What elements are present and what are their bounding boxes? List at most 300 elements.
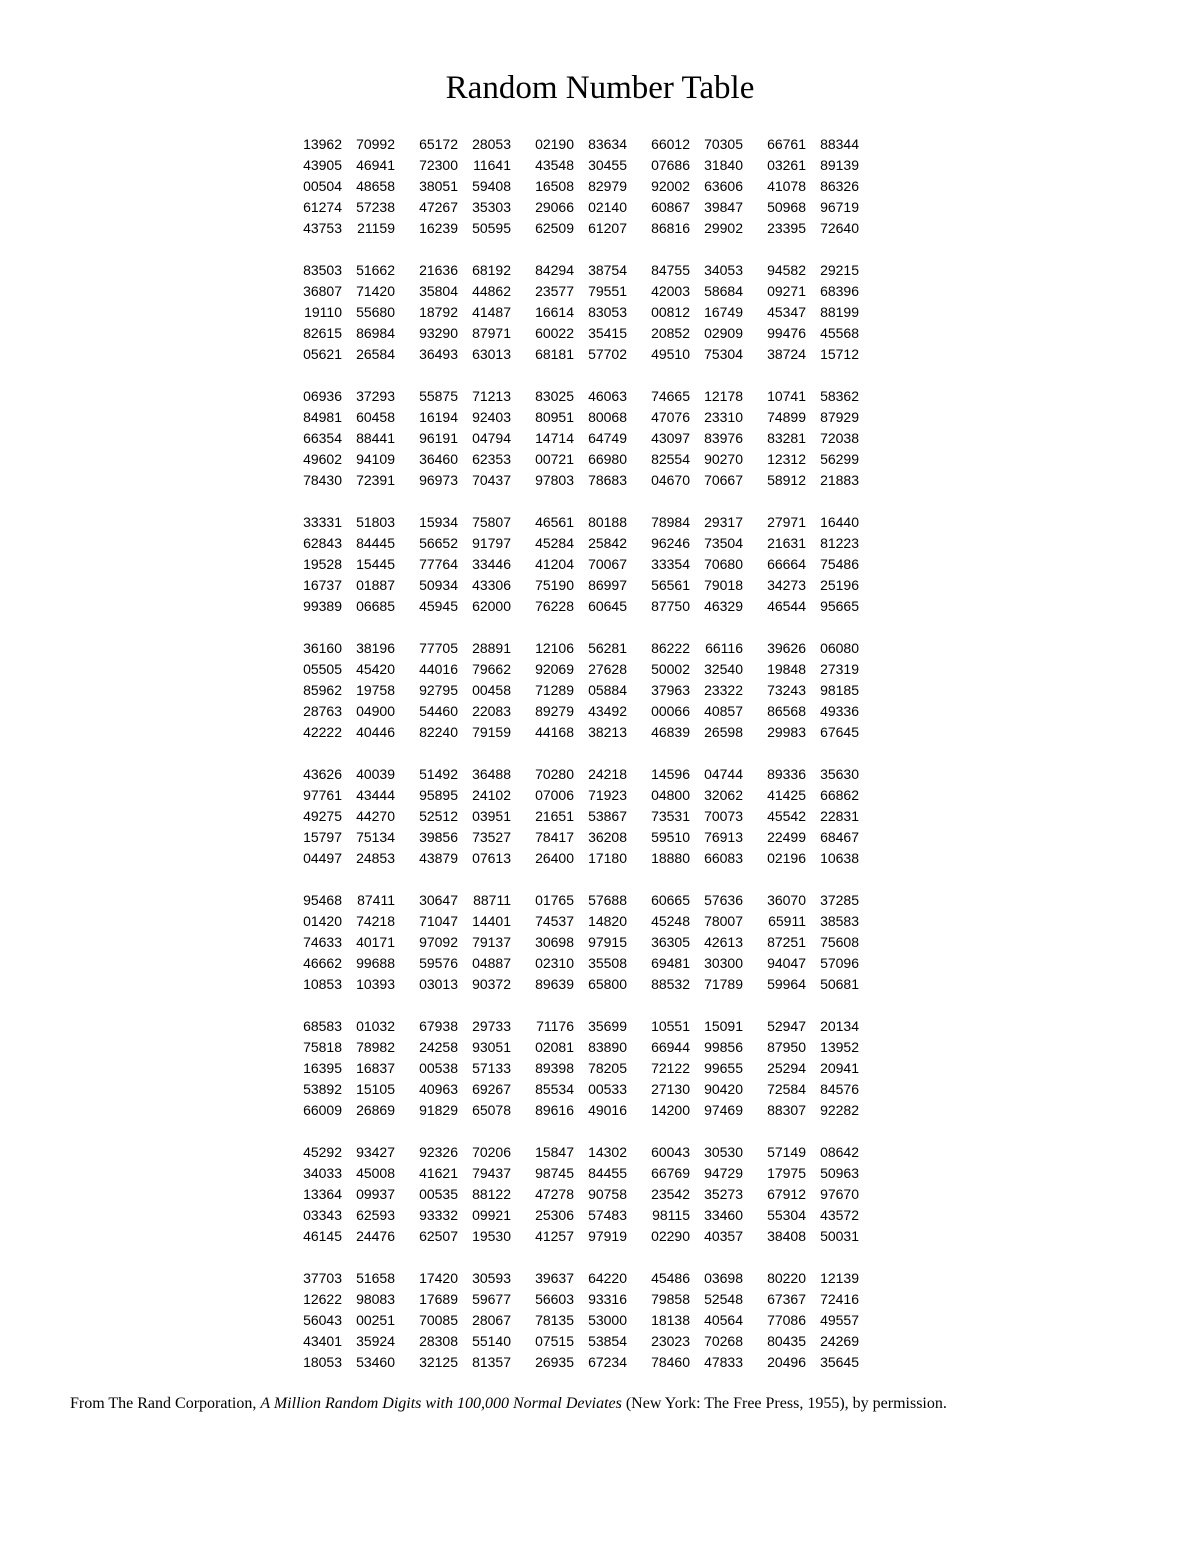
random-number-cell: 27130 xyxy=(651,1081,690,1097)
random-number-cell: 15105 xyxy=(356,1081,395,1097)
random-number-cell: 02196 xyxy=(767,850,806,866)
random-number-cell: 09921 xyxy=(472,1207,511,1223)
random-number-cell: 85962 xyxy=(303,682,342,698)
random-number-cell: 16440 xyxy=(820,514,859,530)
random-number-cell: 35645 xyxy=(820,1354,859,1370)
random-number-cell: 70680 xyxy=(704,556,743,572)
random-number-cell: 17975 xyxy=(767,1165,806,1181)
random-number-cell: 04900 xyxy=(356,703,395,719)
table-row xyxy=(292,575,859,596)
number-block xyxy=(292,1016,859,1121)
random-number-cell: 36070 xyxy=(767,892,806,908)
random-number-cell: 25196 xyxy=(820,577,859,593)
random-number-cell: 79159 xyxy=(472,724,511,740)
random-number-cell: 44168 xyxy=(535,724,574,740)
random-number-cell: 84445 xyxy=(356,535,395,551)
random-number-cell: 50934 xyxy=(419,577,458,593)
random-number-cell: 64220 xyxy=(588,1270,627,1286)
random-number-cell: 23542 xyxy=(651,1186,690,1202)
random-number-cell: 39637 xyxy=(535,1270,574,1286)
random-number-cell: 84294 xyxy=(535,262,574,278)
random-number-cell: 49510 xyxy=(651,346,690,362)
random-number-cell: 35303 xyxy=(472,199,511,215)
random-number-cell: 86984 xyxy=(356,325,395,341)
random-number-cell: 19848 xyxy=(767,661,806,677)
random-number-cell: 50963 xyxy=(820,1165,859,1181)
random-number-cell: 36493 xyxy=(419,346,458,362)
random-number-cell: 75486 xyxy=(820,556,859,572)
table-row xyxy=(292,512,859,533)
random-number-cell: 16508 xyxy=(535,178,574,194)
table-row xyxy=(292,260,859,281)
random-number-cell: 66009 xyxy=(303,1102,342,1118)
random-number-cell: 30530 xyxy=(704,1144,743,1160)
table-row xyxy=(292,848,859,869)
random-number-cell: 14401 xyxy=(472,913,511,929)
random-number-cell: 75304 xyxy=(704,346,743,362)
random-number-cell: 46329 xyxy=(704,598,743,614)
random-number-cell: 74537 xyxy=(535,913,574,929)
random-number-cell: 11641 xyxy=(473,157,511,173)
random-number-cell: 00533 xyxy=(588,1081,627,1097)
table-row xyxy=(292,428,859,449)
random-number-cell: 88532 xyxy=(651,976,690,992)
random-number-cell: 38754 xyxy=(588,262,627,278)
random-number-cell: 68396 xyxy=(820,283,859,299)
table-row xyxy=(292,680,859,701)
random-number-cell: 26869 xyxy=(356,1102,395,1118)
random-number-cell: 14302 xyxy=(588,1144,627,1160)
random-number-cell: 20852 xyxy=(651,325,690,341)
random-number-cell: 24218 xyxy=(588,766,627,782)
random-number-cell: 46839 xyxy=(651,724,690,740)
random-number-cell: 40564 xyxy=(704,1312,743,1328)
random-number-cell: 57702 xyxy=(588,346,627,362)
random-number-cell: 53000 xyxy=(588,1312,627,1328)
random-number-cell: 14820 xyxy=(588,913,627,929)
random-number-cell: 73531 xyxy=(651,808,690,824)
random-number-cell: 30647 xyxy=(419,892,458,908)
random-number-cell: 66769 xyxy=(651,1165,690,1181)
random-number-cell: 72584 xyxy=(767,1081,806,1097)
table-row xyxy=(292,785,859,806)
random-number-cell: 00721 xyxy=(535,451,574,467)
random-number-cell: 40446 xyxy=(356,724,395,740)
random-number-cell: 24269 xyxy=(820,1333,859,1349)
random-number-cell: 74633 xyxy=(303,934,342,950)
random-number-cell: 49602 xyxy=(303,451,342,467)
random-number-cell: 36305 xyxy=(651,934,690,950)
random-number-cell: 48658 xyxy=(356,178,395,194)
random-number-cell: 21883 xyxy=(820,472,859,488)
random-number-cell: 81223 xyxy=(820,535,859,551)
random-number-cell: 68583 xyxy=(303,1018,342,1034)
random-number-cell: 90372 xyxy=(472,976,511,992)
random-number-cell: 13962 xyxy=(303,136,342,152)
random-number-cell: 97761 xyxy=(303,787,342,803)
random-number-cell: 04800 xyxy=(651,787,690,803)
random-number-cell: 18138 xyxy=(651,1312,690,1328)
random-number-cell: 59576 xyxy=(419,955,458,971)
random-number-cell: 60043 xyxy=(651,1144,690,1160)
random-number-cell: 40039 xyxy=(356,766,395,782)
random-number-cell: 00066 xyxy=(651,703,690,719)
random-number-cell: 32125 xyxy=(419,1354,458,1370)
random-number-cell: 65078 xyxy=(472,1102,511,1118)
random-number-cell: 04794 xyxy=(472,430,511,446)
random-number-cell: 89139 xyxy=(820,157,859,173)
random-number-cell: 77764 xyxy=(419,556,458,572)
random-number-cell: 62593 xyxy=(356,1207,395,1223)
random-number-cell: 03951 xyxy=(472,808,511,824)
random-number-cell: 71420 xyxy=(356,283,395,299)
random-number-cell: 71289 xyxy=(535,682,574,698)
table-row xyxy=(292,449,859,470)
random-number-cell: 03013 xyxy=(419,976,458,992)
random-number-cell: 98185 xyxy=(820,682,859,698)
random-number-cell: 02290 xyxy=(651,1228,690,1244)
random-number-cell: 45292 xyxy=(303,1144,342,1160)
random-number-cell: 83503 xyxy=(303,262,342,278)
table-row xyxy=(292,659,859,680)
random-number-cell: 02909 xyxy=(704,325,743,341)
table-row xyxy=(292,218,859,239)
random-number-cell: 60665 xyxy=(651,892,690,908)
random-number-cell: 02140 xyxy=(588,199,627,215)
random-number-cell: 29317 xyxy=(704,514,743,530)
random-number-cell: 75190 xyxy=(535,577,574,593)
random-number-cell: 66354 xyxy=(303,430,342,446)
random-number-cell: 79858 xyxy=(651,1291,690,1307)
random-number-cell: 98745 xyxy=(535,1165,574,1181)
table-row xyxy=(292,806,859,827)
random-number-cell: 50968 xyxy=(767,199,806,215)
random-number-cell: 56299 xyxy=(820,451,859,467)
table-row xyxy=(292,197,859,218)
random-number-cell: 96246 xyxy=(651,535,690,551)
random-number-cell: 70667 xyxy=(704,472,743,488)
random-number-cell: 59510 xyxy=(651,829,690,845)
table-row xyxy=(292,533,859,554)
random-number-cell: 82615 xyxy=(303,325,342,341)
page-title: Random Number Table xyxy=(445,70,755,106)
number-block xyxy=(292,1142,859,1247)
random-number-cell: 95895 xyxy=(419,787,458,803)
random-number-cell: 01765 xyxy=(535,892,574,908)
random-number-cell: 45568 xyxy=(820,325,859,341)
random-number-cell: 70437 xyxy=(472,472,511,488)
random-number-cell: 29215 xyxy=(820,262,859,278)
random-number-cell: 58912 xyxy=(767,472,806,488)
random-number-cell: 93290 xyxy=(419,325,458,341)
random-number-cell: 56603 xyxy=(535,1291,574,1307)
random-number-cell: 87750 xyxy=(651,598,690,614)
random-number-cell: 72038 xyxy=(820,430,859,446)
random-number-cell: 14714 xyxy=(535,430,574,446)
random-number-cell: 50002 xyxy=(651,661,690,677)
random-number-cell: 02310 xyxy=(535,955,574,971)
random-number-cell: 71923 xyxy=(588,787,627,803)
random-number-cell: 26400 xyxy=(535,850,574,866)
table-row xyxy=(292,176,859,197)
random-number-cell: 51492 xyxy=(419,766,458,782)
random-number-cell: 45248 xyxy=(651,913,690,929)
random-number-cell: 10741 xyxy=(767,388,806,404)
random-number-cell: 76228 xyxy=(535,598,574,614)
random-number-cell: 70305 xyxy=(704,136,743,152)
random-number-cell: 07515 xyxy=(535,1333,574,1349)
random-number-cell: 62353 xyxy=(472,451,511,467)
random-number-cell: 45486 xyxy=(651,1270,690,1286)
random-number-cell: 41425 xyxy=(767,787,806,803)
random-number-cell: 87411 xyxy=(357,892,395,908)
random-number-cell: 35508 xyxy=(588,955,627,971)
random-number-cell: 77086 xyxy=(767,1312,806,1328)
random-number-cell: 47267 xyxy=(419,199,458,215)
random-number-cell: 07613 xyxy=(472,850,511,866)
random-number-cell: 99389 xyxy=(303,598,342,614)
random-number-cell: 29902 xyxy=(704,220,743,236)
random-number-cell: 75134 xyxy=(356,829,395,845)
random-number-cell: 92403 xyxy=(472,409,511,425)
random-number-cell: 39626 xyxy=(767,640,806,656)
random-number-cell: 62000 xyxy=(472,598,511,614)
random-number-cell: 84755 xyxy=(651,262,690,278)
random-number-cell: 35630 xyxy=(820,766,859,782)
random-number-cell: 99476 xyxy=(767,325,806,341)
random-number-cell: 62509 xyxy=(535,220,574,236)
random-number-cell: 54460 xyxy=(419,703,458,719)
random-number-cell: 71213 xyxy=(472,388,511,404)
random-number-cell: 23023 xyxy=(651,1333,690,1349)
table-row xyxy=(292,1163,859,1184)
random-number-cell: 77705 xyxy=(419,640,458,656)
random-number-cell: 43626 xyxy=(303,766,342,782)
random-number-cell: 86568 xyxy=(767,703,806,719)
citation-book-title: A Million Random Digits with 100,000 Normal Deviates xyxy=(260,1395,622,1412)
random-number-cell: 57688 xyxy=(588,892,627,908)
random-number-cell: 72300 xyxy=(419,157,458,173)
random-number-cell: 41078 xyxy=(767,178,806,194)
random-number-cell: 64749 xyxy=(588,430,627,446)
random-number-cell: 79437 xyxy=(472,1165,511,1181)
random-number-cell: 35924 xyxy=(356,1333,395,1349)
random-number-cell: 45284 xyxy=(535,535,574,551)
random-number-cell: 24258 xyxy=(419,1039,458,1055)
random-number-cell: 86222 xyxy=(651,640,690,656)
random-number-cell: 58684 xyxy=(704,283,743,299)
random-number-cell: 74665 xyxy=(651,388,690,404)
random-number-cell: 92282 xyxy=(820,1102,859,1118)
random-number-cell: 79662 xyxy=(472,661,511,677)
table-row xyxy=(292,407,859,428)
random-number-cell: 95665 xyxy=(820,598,859,614)
random-number-cell: 97469 xyxy=(704,1102,743,1118)
table-row xyxy=(292,911,859,932)
number-block xyxy=(292,1268,859,1373)
random-number-cell: 69267 xyxy=(472,1081,511,1097)
random-number-cell: 36488 xyxy=(472,766,511,782)
random-number-cell: 30698 xyxy=(535,934,574,950)
random-number-cell: 05621 xyxy=(303,346,342,362)
random-number-cell: 60022 xyxy=(535,325,574,341)
table-row xyxy=(292,596,859,617)
table-row xyxy=(292,764,859,785)
random-number-cell: 99856 xyxy=(704,1039,743,1055)
random-number-cell: 25842 xyxy=(588,535,627,551)
random-number-cell: 14200 xyxy=(651,1102,690,1118)
random-number-cell: 51803 xyxy=(356,514,395,530)
citation-prefix: From The Rand Corporation, xyxy=(70,1395,261,1412)
random-number-cell: 66944 xyxy=(651,1039,690,1055)
random-number-cell: 25306 xyxy=(535,1207,574,1223)
random-number-cell: 15445 xyxy=(356,556,395,572)
random-number-cell: 49275 xyxy=(303,808,342,824)
table-row xyxy=(292,281,859,302)
random-number-cell: 38051 xyxy=(419,178,458,194)
random-number-cell: 50595 xyxy=(472,220,511,236)
random-number-cell: 82979 xyxy=(588,178,627,194)
random-number-cell: 74218 xyxy=(356,913,395,929)
random-number-cell: 59964 xyxy=(767,976,806,992)
table-row xyxy=(292,974,859,995)
random-number-cell: 98083 xyxy=(356,1291,395,1307)
random-number-cell: 03261 xyxy=(767,157,806,173)
random-number-cell: 70268 xyxy=(704,1333,743,1349)
table-row xyxy=(292,1058,859,1079)
random-number-cell: 38583 xyxy=(820,913,859,929)
random-number-cell: 27628 xyxy=(588,661,627,677)
random-number-cell: 29066 xyxy=(535,199,574,215)
random-number-cell: 87971 xyxy=(472,325,511,341)
number-block xyxy=(292,890,859,995)
random-number-cell: 73243 xyxy=(767,682,806,698)
random-number-cell: 88344 xyxy=(820,136,859,152)
random-number-cell: 65800 xyxy=(588,976,627,992)
random-number-cell: 90270 xyxy=(704,451,743,467)
random-number-cell: 63013 xyxy=(472,346,511,362)
random-number-cell: 50681 xyxy=(820,976,859,992)
random-number-cell: 71047 xyxy=(419,913,458,929)
random-number-cell: 71176 xyxy=(536,1018,574,1034)
random-number-cell: 45008 xyxy=(356,1165,395,1181)
random-number-cell: 66083 xyxy=(704,850,743,866)
random-number-cell: 00504 xyxy=(303,178,342,194)
table-row xyxy=(292,386,859,407)
random-number-cell: 41621 xyxy=(419,1165,458,1181)
random-number-cell: 37703 xyxy=(303,1270,342,1286)
table-row xyxy=(292,722,859,743)
random-number-cell: 79137 xyxy=(472,934,511,950)
random-number-cell: 43572 xyxy=(820,1207,859,1223)
random-number-cell: 22831 xyxy=(820,808,859,824)
random-number-cell: 15847 xyxy=(535,1144,574,1160)
random-number-cell: 43753 xyxy=(303,220,342,236)
random-number-cell: 57096 xyxy=(820,955,859,971)
random-number-cell: 00812 xyxy=(651,304,690,320)
random-number-cell: 28067 xyxy=(472,1312,511,1328)
random-number-cell: 10638 xyxy=(820,850,859,866)
random-number-cell: 33460 xyxy=(704,1207,743,1223)
random-number-cell: 26935 xyxy=(535,1354,574,1370)
random-number-cell: 12178 xyxy=(704,388,743,404)
random-number-cell: 59677 xyxy=(472,1291,511,1307)
random-number-cell: 88199 xyxy=(820,304,859,320)
random-number-cell: 27971 xyxy=(767,514,806,530)
random-number-cell: 16239 xyxy=(419,220,458,236)
random-number-cell: 98115 xyxy=(652,1207,690,1223)
random-number-cell: 87251 xyxy=(767,934,806,950)
random-number-cell: 70067 xyxy=(588,556,627,572)
random-number-cell: 52512 xyxy=(419,808,458,824)
random-number-cell: 41487 xyxy=(472,304,511,320)
random-number-cell: 03698 xyxy=(704,1270,743,1286)
random-number-cell: 46063 xyxy=(588,388,627,404)
table-row xyxy=(292,932,859,953)
random-number-cell: 94047 xyxy=(767,955,806,971)
random-number-cell: 46145 xyxy=(303,1228,342,1244)
random-number-cell: 16737 xyxy=(303,577,342,593)
random-number-cell: 99688 xyxy=(356,955,395,971)
random-number-cell: 23322 xyxy=(704,682,743,698)
citation-suffix: (New York: The Free Press, 1955), by permission. xyxy=(621,1395,947,1412)
random-number-cell: 29983 xyxy=(767,724,806,740)
random-number-cell: 70085 xyxy=(419,1312,458,1328)
random-number-cell: 52947 xyxy=(767,1018,806,1034)
random-number-cell: 45347 xyxy=(767,304,806,320)
random-number-cell: 75608 xyxy=(820,934,859,950)
random-number-cell: 57238 xyxy=(356,199,395,215)
random-number-cell: 53867 xyxy=(588,808,627,824)
random-number-cell: 53854 xyxy=(588,1333,627,1349)
table-row xyxy=(292,344,859,365)
random-number-cell: 93427 xyxy=(356,1144,395,1160)
random-number-cell: 16194 xyxy=(419,409,458,425)
random-number-cell: 10853 xyxy=(303,976,342,992)
random-number-cell: 30593 xyxy=(472,1270,511,1286)
random-number-cell: 89639 xyxy=(535,976,574,992)
random-number-cell: 88441 xyxy=(356,430,395,446)
random-number-cell: 92002 xyxy=(651,178,690,194)
random-number-cell: 80188 xyxy=(588,514,627,530)
random-number-cell: 94582 xyxy=(767,262,806,278)
random-number-cell: 03343 xyxy=(303,1207,342,1223)
random-number-cell: 16749 xyxy=(704,304,743,320)
random-number-cell: 66116 xyxy=(705,640,743,656)
random-number-cell: 93316 xyxy=(588,1291,627,1307)
random-number-cell: 12622 xyxy=(303,1291,342,1307)
random-number-cell: 15934 xyxy=(419,514,458,530)
random-number-cell: 96719 xyxy=(820,199,859,215)
random-number-cell: 26584 xyxy=(356,346,395,362)
random-number-cell: 17420 xyxy=(419,1270,458,1286)
random-number-cell: 67645 xyxy=(820,724,859,740)
table-row xyxy=(292,1037,859,1058)
random-number-cell: 35804 xyxy=(419,283,458,299)
random-number-cell: 83025 xyxy=(535,388,574,404)
random-number-cell: 92326 xyxy=(419,1144,458,1160)
random-number-cell: 21636 xyxy=(419,262,458,278)
random-number-cell: 62507 xyxy=(419,1228,458,1244)
random-number-cell: 97670 xyxy=(820,1186,859,1202)
random-number-cell: 71789 xyxy=(704,976,743,992)
random-number-cell: 23395 xyxy=(767,220,806,236)
number-block xyxy=(292,134,859,239)
random-number-cell: 27319 xyxy=(820,661,859,677)
random-number-cell: 66980 xyxy=(588,451,627,467)
random-number-cell: 87929 xyxy=(820,409,859,425)
random-number-cell: 65911 xyxy=(768,913,806,929)
